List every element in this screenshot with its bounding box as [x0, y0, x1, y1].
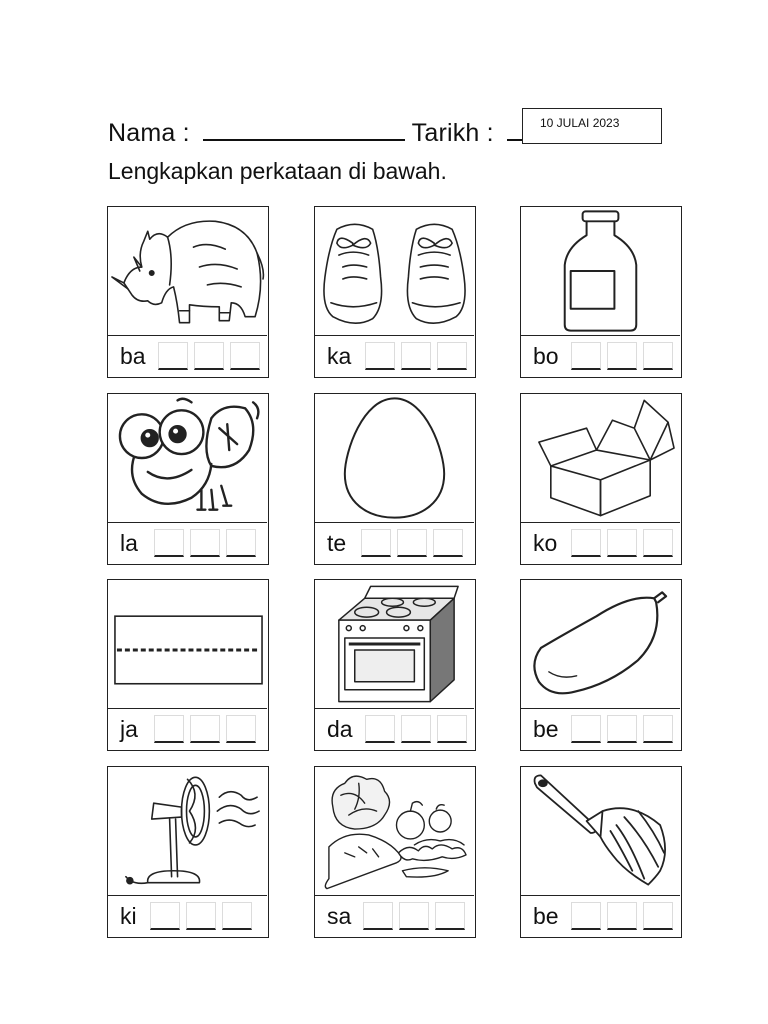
- letter-box[interactable]: [607, 529, 637, 557]
- name-label: Nama :: [108, 119, 190, 147]
- letter-box[interactable]: [158, 342, 188, 370]
- letter-box[interactable]: [643, 902, 673, 930]
- word-prefix: ba: [120, 343, 146, 369]
- stove-icon: [315, 580, 474, 708]
- word-card-ka: [314, 206, 476, 378]
- letter-box[interactable]: [365, 342, 395, 370]
- letter-box[interactable]: [194, 342, 224, 370]
- word-prefix: te: [327, 530, 347, 556]
- letter-box[interactable]: [226, 529, 256, 557]
- word-prefix: da: [327, 716, 353, 742]
- bottle-icon: [521, 207, 680, 335]
- word-prefix: la: [120, 530, 138, 556]
- letter-box[interactable]: [365, 715, 395, 743]
- word-prefix: bo: [533, 343, 559, 369]
- egg-icon: [315, 394, 474, 522]
- letter-box[interactable]: [401, 342, 431, 370]
- word-prefix: ja: [120, 716, 138, 742]
- letter-box[interactable]: [433, 529, 463, 557]
- letter-box[interactable]: [437, 342, 467, 370]
- word-prefix: ko: [533, 530, 558, 556]
- letter-box[interactable]: [154, 529, 184, 557]
- word-card-ki: [107, 766, 269, 938]
- vegetables-icon: [315, 767, 474, 895]
- letter-box[interactable]: [643, 715, 673, 743]
- fly-icon: [108, 394, 267, 522]
- letter-box[interactable]: [363, 902, 393, 930]
- letter-box[interactable]: [401, 715, 431, 743]
- word-card-ja: [107, 579, 269, 751]
- rhinoceros-icon: [108, 207, 267, 335]
- letter-box[interactable]: [643, 529, 673, 557]
- shoes-icon: [315, 207, 474, 335]
- name-blank[interactable]: [203, 117, 405, 141]
- word-card-be-1: [520, 579, 682, 751]
- word-card-da: [314, 579, 476, 751]
- letter-box[interactable]: [571, 529, 601, 557]
- letter-box[interactable]: [607, 342, 637, 370]
- paintbrush-icon: [521, 767, 680, 895]
- word-prefix: be: [533, 716, 559, 742]
- letter-box[interactable]: [643, 342, 673, 370]
- letter-box[interactable]: [571, 715, 601, 743]
- letter-box[interactable]: [154, 715, 184, 743]
- letter-box[interactable]: [399, 902, 429, 930]
- word-card-sa: [314, 766, 476, 938]
- letter-box[interactable]: [226, 715, 256, 743]
- letter-box[interactable]: [230, 342, 260, 370]
- letter-box[interactable]: [571, 342, 601, 370]
- letter-box[interactable]: [571, 902, 601, 930]
- word-prefix: ki: [120, 903, 137, 929]
- instruction: Lengkapkan perkataan di bawah.: [108, 158, 447, 184]
- word-prefix: be: [533, 903, 559, 929]
- word-card-be-2: [520, 766, 682, 938]
- letter-box[interactable]: [150, 902, 180, 930]
- date-text-box[interactable]: [522, 108, 662, 144]
- letter-box[interactable]: [607, 902, 637, 930]
- road-icon: [108, 580, 267, 708]
- word-card-ko: [520, 393, 682, 565]
- fan-icon: [108, 767, 267, 895]
- word-prefix: ka: [327, 343, 352, 369]
- letter-box[interactable]: [435, 902, 465, 930]
- letter-box[interactable]: [397, 529, 427, 557]
- word-prefix: sa: [327, 903, 352, 929]
- letter-box[interactable]: [190, 529, 220, 557]
- date-label: Tarikh :: [411, 119, 494, 147]
- letter-box[interactable]: [186, 902, 216, 930]
- letter-box[interactable]: [607, 715, 637, 743]
- box-icon: [521, 394, 680, 522]
- papaya-icon: [521, 580, 680, 708]
- word-card-ba: [107, 206, 269, 378]
- date-value: 10 JULAI 2023: [540, 116, 620, 130]
- word-card-bo: [520, 206, 682, 378]
- letter-box[interactable]: [437, 715, 467, 743]
- letter-box[interactable]: [190, 715, 220, 743]
- word-card-te: [314, 393, 476, 565]
- letter-box[interactable]: [361, 529, 391, 557]
- word-card-la: [107, 393, 269, 565]
- letter-box[interactable]: [222, 902, 252, 930]
